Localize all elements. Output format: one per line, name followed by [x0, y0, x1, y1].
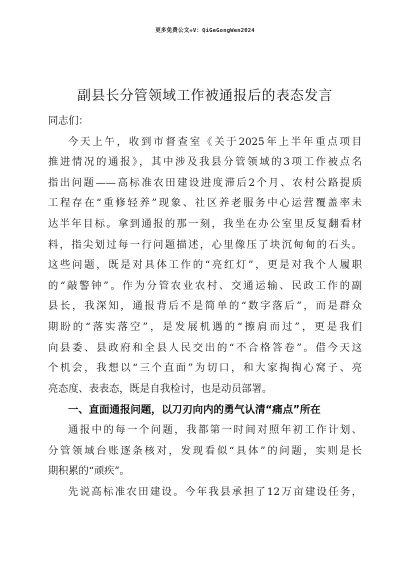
paragraph-1-line: 推进情况的通报》，其中涉及我县分管领域的3项工作被点名 [48, 157, 362, 169]
paragraph-1-line: 个机会，我想以“三个直面”为切口，和大家掏掏心窝子、亮 [48, 363, 362, 375]
paragraph-1-line: 料，指尖划过每一行问题描述，心里像压了块沉甸甸的石头。 [48, 239, 362, 251]
paragraph-1-line: 亮态度、表表态，既是自我检讨，也是动员部署。 [48, 383, 273, 395]
paragraph-1-line: 这些问题，既是对具体工作的“亮红灯”，更是对我个人履职 [48, 260, 362, 272]
paragraph-1-line: 县长，我深知，通报背后不是简单的“数字落后”，而是群众 [48, 301, 362, 313]
paragraph-1-line: 向县委、县政府和全县人民交出的“不合格答卷”。借今天这 [48, 342, 362, 354]
paragraph-1-line: 指出问题——高标准农田建设进度滞后2个月、农村公路提质 [48, 177, 362, 189]
paragraph-2-line: 通报中的每一个问题，我都第一时间对照年初工作计划、 [68, 424, 362, 436]
paragraph-1-line: 达半年目标。拿到通报的那一刻，我坐在办公室里反复翻看材 [48, 218, 362, 230]
salutation: 同志们： [48, 116, 89, 127]
paragraph-1-line: 工程存在“重修轻养”现象、社区养老服务中心运营覆盖率未 [48, 198, 362, 210]
paragraph-2-line: 分管领域台账逐条核对，发现看似“具体”的问题，实则是长 [48, 445, 362, 457]
paragraph-2-line: 期积累的“顽疾”。 [48, 466, 130, 478]
document-body [48, 112, 362, 503]
paragraph-1-line: 今天上午，收到市督查室《关于2025年上半年重点项目 [68, 136, 362, 148]
paragraph-1-line: 期盼的“落实落空”，是发展机遇的“擦肩而过”，更是我们 [48, 321, 362, 333]
header-note: 更多免费公文+V：QiGeGongWen2024 [155, 28, 255, 34]
document-title: 副县长分管领域工作被通报后的表态发言 [77, 88, 333, 104]
paragraph-3-line: 先说高标准农田建设。今年我县承担了12万亩建设任务， [68, 486, 362, 498]
paragraph-1-line: 的“敲警钟”。作为分管农业农村、交通运输、民政工作的副 [48, 280, 362, 292]
section-heading: 一、直面通报问题，以刀刃向内的勇气认清“痛点”所在 [68, 404, 321, 417]
